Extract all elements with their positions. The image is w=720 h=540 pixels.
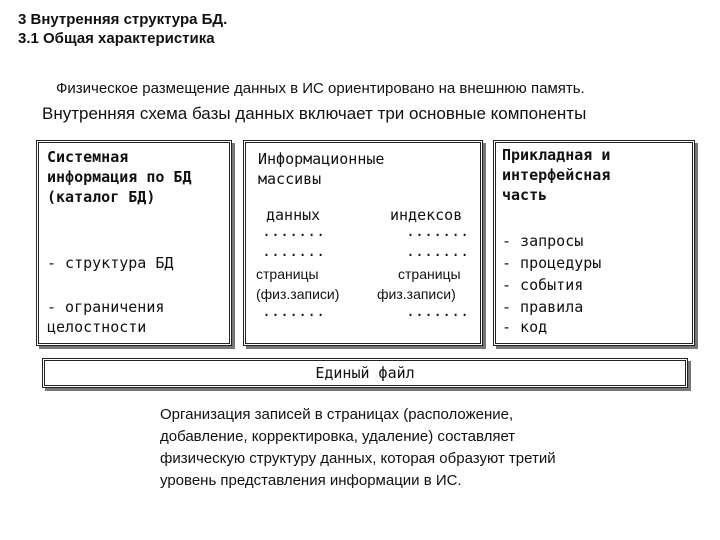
info-box-title-1: Информационные: [258, 150, 385, 168]
index-dots-3: .......: [406, 302, 470, 320]
system-box-title-1: Системная: [47, 148, 129, 166]
app-item-code: - код: [502, 318, 548, 336]
summary-line-2: добавление, корректировка, удаление) составляет: [160, 428, 516, 445]
summary-line-4: уровень представления информации в ИС.: [160, 472, 462, 489]
app-box-title-1: Прикладная и: [502, 146, 611, 164]
index-pages-label: страницы: [398, 266, 461, 282]
system-box-title-2: информация по БД: [47, 168, 192, 186]
summary-line-1: Организация записей в страницах (расположение,: [160, 406, 514, 423]
data-dots-1: .......: [262, 222, 326, 240]
system-item-constraints: - ограничения: [47, 298, 165, 316]
intro-line-2: Внутренняя схема базы данных включает три основные компоненты: [42, 104, 587, 123]
app-box-title-2: интерфейсная: [502, 166, 611, 184]
system-item-structure: - структура БД: [47, 254, 174, 272]
app-item-procedures: - процедуры: [502, 254, 602, 272]
app-item-queries: - запросы: [502, 232, 584, 250]
data-records-label: (физ.записи): [256, 286, 340, 302]
index-column-head: индексов: [390, 206, 463, 224]
app-box-title-3: часть: [502, 186, 548, 204]
system-item-integrity: целостности: [47, 318, 147, 336]
single-file-bar: [42, 358, 688, 388]
subsection-heading: 3.1 Общая характеристика: [18, 30, 215, 47]
summary-line-3: физическую структуру данных, которая образуют третий: [160, 450, 556, 467]
section-heading: 3 Внутренняя структура БД.: [18, 11, 228, 28]
app-interface-box: [493, 140, 695, 346]
data-pages-label: страницы: [256, 266, 319, 282]
data-dots-2: .......: [262, 242, 326, 260]
system-box-title-3: (каталог БД): [47, 188, 156, 206]
data-dots-3: .......: [262, 302, 326, 320]
data-column-head: данных: [266, 206, 321, 224]
index-dots-2: .......: [406, 242, 470, 260]
index-records-label: физ.записи): [377, 286, 456, 302]
single-file-label: Единый файл: [315, 364, 415, 382]
info-arrays-box: [243, 140, 483, 346]
app-item-events: - события: [502, 276, 584, 294]
system-info-box: [36, 140, 232, 346]
intro-line-1: Физическое размещение данных в ИС ориентировано на внешнюю память.: [56, 80, 585, 97]
info-box-title-2: массивы: [258, 170, 322, 188]
app-item-rules: - правила: [502, 298, 584, 316]
summary-paragraph: [160, 404, 700, 492]
index-dots-1: .......: [406, 222, 470, 240]
